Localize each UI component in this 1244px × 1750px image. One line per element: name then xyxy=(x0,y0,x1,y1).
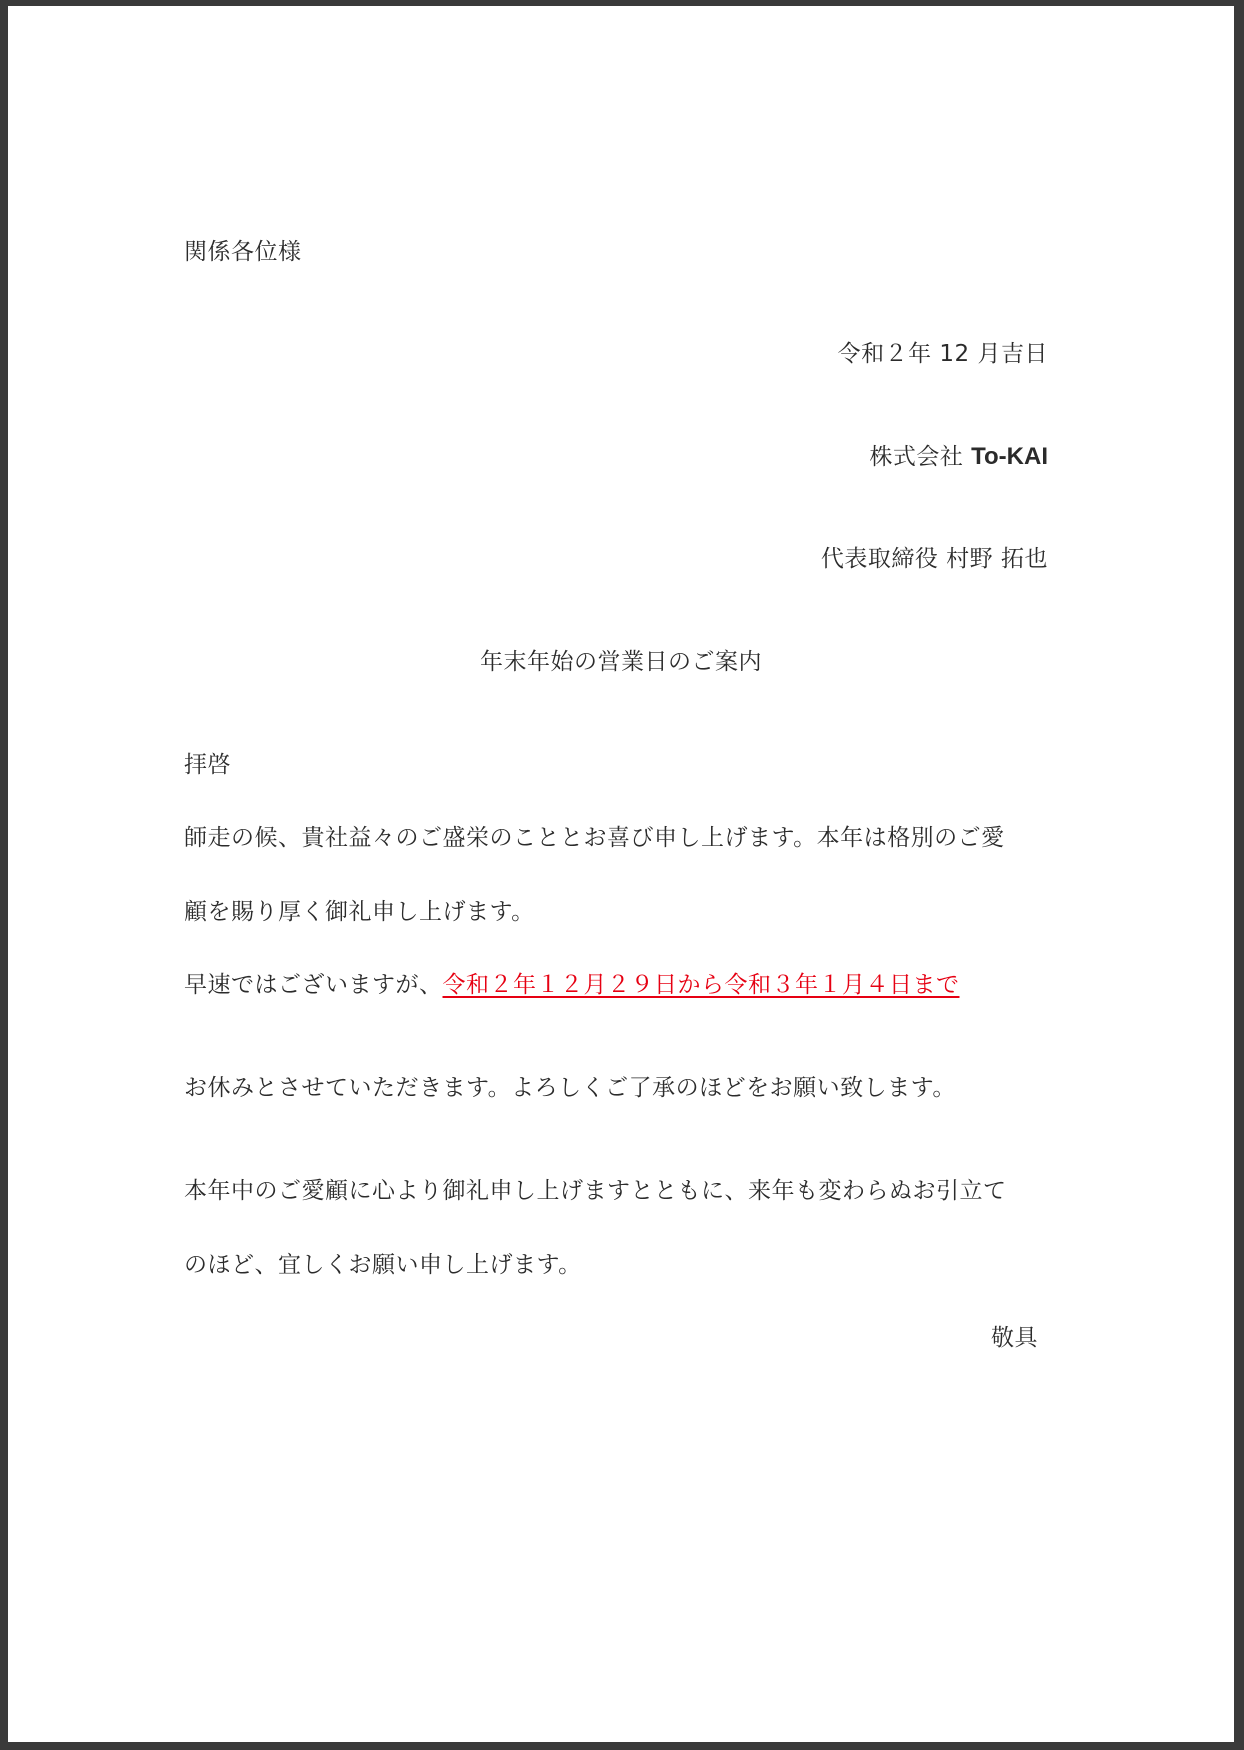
closing: 敬具 xyxy=(991,1325,1038,1351)
company-prefix: 株式会社 xyxy=(869,444,972,470)
paragraph-2-line-2: お休みとさせていただきます。よろしくご了承のほどをお願い致します。 xyxy=(184,1075,956,1101)
company-name: To-KAI xyxy=(971,443,1048,470)
company-line xyxy=(869,441,1048,473)
paragraph-1-line-2: 顧を賜り厚く御礼申し上げます。 xyxy=(184,899,535,925)
addressee: 関係各位様 xyxy=(184,239,302,265)
salutation: 拝啓 xyxy=(184,752,231,778)
letter-date: 令和２年 12 月吉日 xyxy=(837,341,1048,367)
letter-page xyxy=(8,6,1234,1742)
representative: 代表取締役 村野 拓也 xyxy=(820,546,1048,572)
paragraph-3-line-2: のほど、宜しくお願い申し上げます。 xyxy=(184,1252,582,1278)
holiday-period: 令和２年１２月２９日から令和３年１月４日まで xyxy=(442,972,960,998)
paragraph-1-line-1: 師走の候、貴社益々のご盛栄のこととお喜び申し上げます。本年は格別のご愛 xyxy=(184,825,1005,851)
letter-title: 年末年始の営業日のご案内 xyxy=(480,649,762,675)
paragraph-3-line-1: 本年中のご愛顧に心より御礼申し上げますとともに、来年も変わらぬお引立て xyxy=(184,1178,1007,1204)
paragraph-2-prefix: 早速ではございますが、 xyxy=(184,972,443,998)
paragraph-2-line-1 xyxy=(184,969,960,1001)
